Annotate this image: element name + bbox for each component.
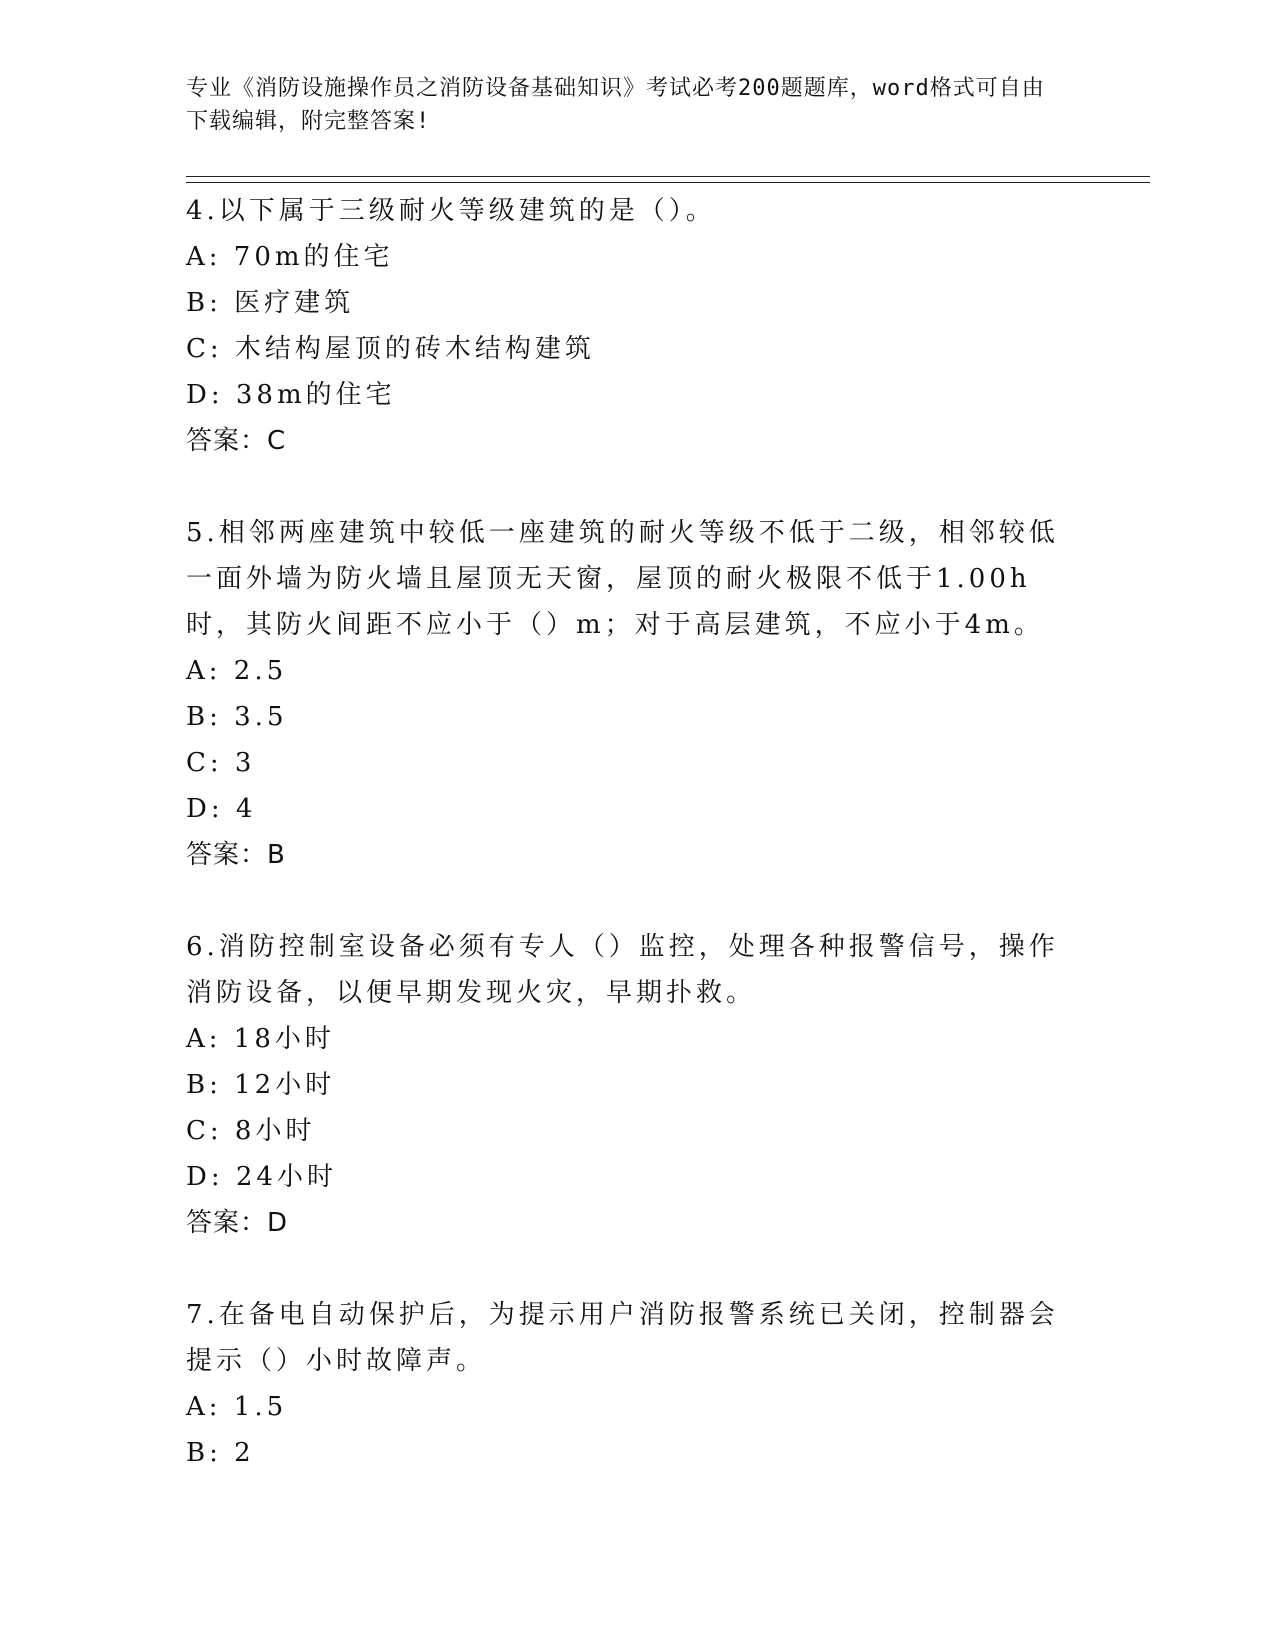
option-a: A: 1.5 (186, 1392, 288, 1422)
question-stem: 4.以下属于三级耐火等级建筑的是（）。 (186, 196, 716, 226)
question-stem: 7.在备电自动保护后，为提示用户消防报警系统已关闭，控制器会提示（）小时故障声。 (186, 1300, 1059, 1376)
question-7 (186, 1292, 1066, 1476)
option-b: B: 12小时 (186, 1070, 336, 1100)
question-stem: 5.相邻两座建筑中较低一座建筑的耐火等级不低于二级，相邻较低一面外墙为防火墙且屋顶无天窗，屋顶的耐火极限不低于1.00h时，其防火间距不应小于（）m；对于高层建筑，不应小于4m。 (186, 518, 1059, 640)
document-header: 专业《消防设施操作员之消防设备基础知识》考试必考200题题库，word格式可自由下载编辑，附完整答案! (186, 76, 1045, 134)
question-list (186, 188, 1066, 1522)
answer-line: 答案：C (186, 426, 287, 456)
question-5 (186, 510, 1066, 878)
answer-line: 答案：D (186, 1208, 289, 1238)
option-b: B: 医疗建筑 (186, 288, 355, 318)
option-a: A: 2.5 (186, 656, 288, 686)
option-d: D: 24小时 (186, 1162, 337, 1192)
answer-line: 答案：B (186, 840, 286, 870)
question-4 (186, 188, 1066, 464)
header-rule-bottom (186, 182, 1150, 183)
option-d: D: 4 (186, 794, 257, 824)
question-stem: 6.消防控制室设备必须有专人（）监控，处理各种报警信号，操作消防设备，以便早期发现火灾，早期扑救。 (186, 932, 1059, 1008)
option-b: B: 3.5 (186, 702, 288, 732)
option-a: A: 18小时 (186, 1024, 335, 1054)
option-d: D: 38m的住宅 (186, 380, 396, 410)
option-c: C: 8小时 (186, 1116, 316, 1146)
option-c: C: 木结构屋顶的砖木结构建筑 (186, 334, 595, 364)
option-a: A: 70m的住宅 (186, 242, 394, 272)
header-rule-top (186, 176, 1150, 177)
question-6 (186, 924, 1066, 1246)
option-b: B: 2 (186, 1438, 255, 1468)
option-c: C: 3 (186, 748, 256, 778)
